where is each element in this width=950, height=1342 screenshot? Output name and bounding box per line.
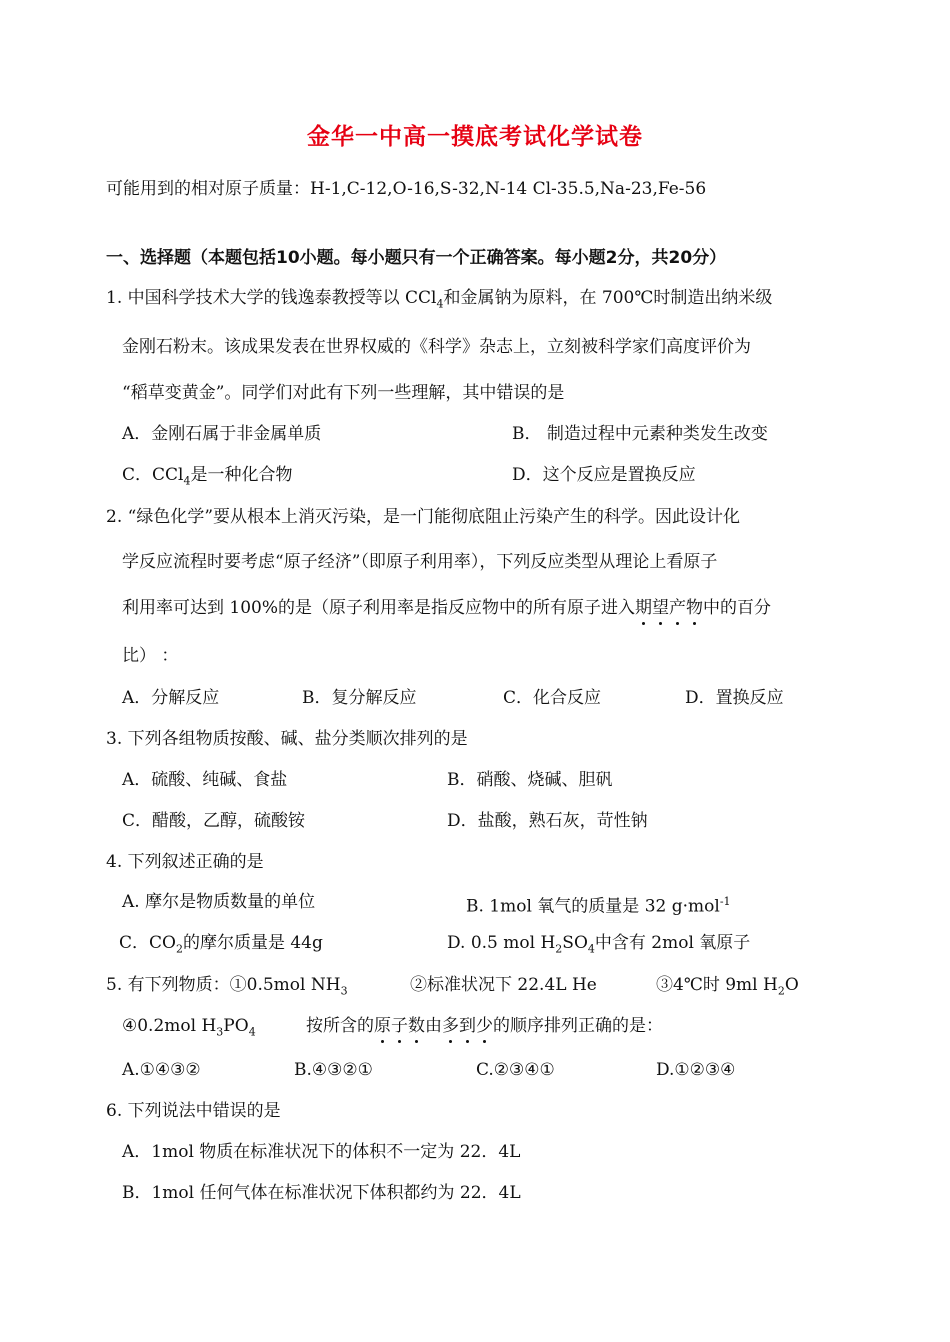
- question-5-option-a: A.①④③②: [122, 1060, 201, 1080]
- question-6-stem: 6. 下列说法中错误的是: [106, 1101, 281, 1121]
- question-1-line-3: “稻草变黄金”。同学们对此有下列一些理解，其中错误的是: [122, 383, 565, 403]
- question-6-option-b: B．1mol 任何气体在标准状况下体积都约为 22．4L: [122, 1183, 521, 1203]
- question-3-option-d: D．盐酸，熟石灰，苛性钠: [447, 811, 648, 831]
- question-5-substance-4: ④0.2mol $H_3PO_4$: [122, 1016, 256, 1039]
- atomic-masses: 可能用到的相对原子质量：H-1,C-12,O-16,S-32,N-14 Cl-35.5,Na-23,Fe-56: [106, 179, 707, 199]
- page-title: 金华一中高一摸底考试化学试卷: [307, 124, 643, 150]
- question-5-instruction: 按所含的原子数 由多到少 的顺序排列正确的是：: [306, 1015, 663, 1037]
- question-5-option-c: C.②③④①: [476, 1060, 555, 1080]
- question-4-option-b: B. 1mol 氧气的质量是 32 g·mol$^{-1}$: [466, 895, 731, 917]
- question-3-stem: 3. 下列各组物质按酸、碱、盐分类顺次排列的是: [106, 729, 468, 749]
- question-5-stem-part-2: ②标准状况下 22.4L He: [410, 975, 597, 995]
- question-2-line-2: 学反应流程时要考虑“原子经济”（即原子利用率），下列反应类型从理论上看原子: [122, 552, 718, 572]
- question-5-stem: 5. 有下列物质：①0.5mol $NH_3$: [106, 975, 348, 998]
- section-heading: 一、选择题（本题包括10小题。每小题只有一个正确答案。每小题2分，共20分）: [106, 248, 727, 268]
- question-3-option-b: B．硝酸、烧碱、胆矾: [447, 770, 613, 790]
- question-2-option-c: C．化合反应: [503, 688, 602, 708]
- question-1-option-a: A．金刚石属于非金属单质: [122, 424, 322, 444]
- question-3-option-c: C．醋酸，乙醇，硫酸铵: [122, 811, 306, 831]
- emphasis-most-to-least: 多到少: [442, 1016, 493, 1036]
- question-3-option-a: A．硫酸、纯碱、食盐: [122, 770, 288, 790]
- question-1-line-2: 金刚石粉末。该成果发表在世界权威的《科学》杂志上，立刻被科学家们高度评价为: [122, 337, 751, 357]
- question-1-option-c: C．CCl$_4$是一种化合物: [122, 465, 293, 488]
- question-4-option-c: C．$CO_2$的摩尔质量是 44g: [119, 933, 323, 956]
- question-2-line-1: 2. “绿色化学”要从根本上消灭污染，是一门能彻底阻止污染产生的科学。因此设计化: [106, 507, 741, 527]
- question-5-stem-part-3: ③4℃时 9ml $H_2O$: [656, 975, 799, 998]
- question-2-option-b: B．复分解反应: [302, 688, 417, 708]
- question-1-line-1: 1. 中国科学技术大学的钱逸泰教授等以 CCl$_4$和金属钠为原料，在 700℃时制造出纳米级: [106, 288, 773, 311]
- question-2-option-a: A．分解反应: [122, 688, 220, 708]
- question-5-option-d: D.①②③④: [656, 1060, 736, 1080]
- question-6-option-a: A．1mol 物质在标准状况下的体积不一定为 22．4L: [122, 1142, 521, 1162]
- question-1-option-d: D．这个反应是置换反应: [512, 465, 696, 485]
- question-2-line-3: 利用率可达到 100%的是（原子利用率是指反应物中的所有原子进入期望产物 中的百分: [122, 597, 771, 619]
- question-4-option-d: D. 0.5 mol $H_2SO_4$中含有 2mol 氧原子: [447, 933, 751, 956]
- emphasis-expected-product: 期望产物: [635, 598, 703, 618]
- question-2-line-4: 比） ：: [122, 646, 179, 666]
- question-4-stem: 4. 下列叙述正确的是: [106, 852, 264, 872]
- question-4-option-a: A. 摩尔是物质数量的单位: [122, 892, 316, 912]
- emphasis-atom-count: 原子数: [374, 1016, 425, 1036]
- question-2-option-d: D．置换反应: [685, 688, 784, 708]
- question-1-option-b: B． 制造过程中元素种类发生改变: [512, 424, 768, 444]
- question-5-option-b: B.④③②①: [294, 1060, 373, 1080]
